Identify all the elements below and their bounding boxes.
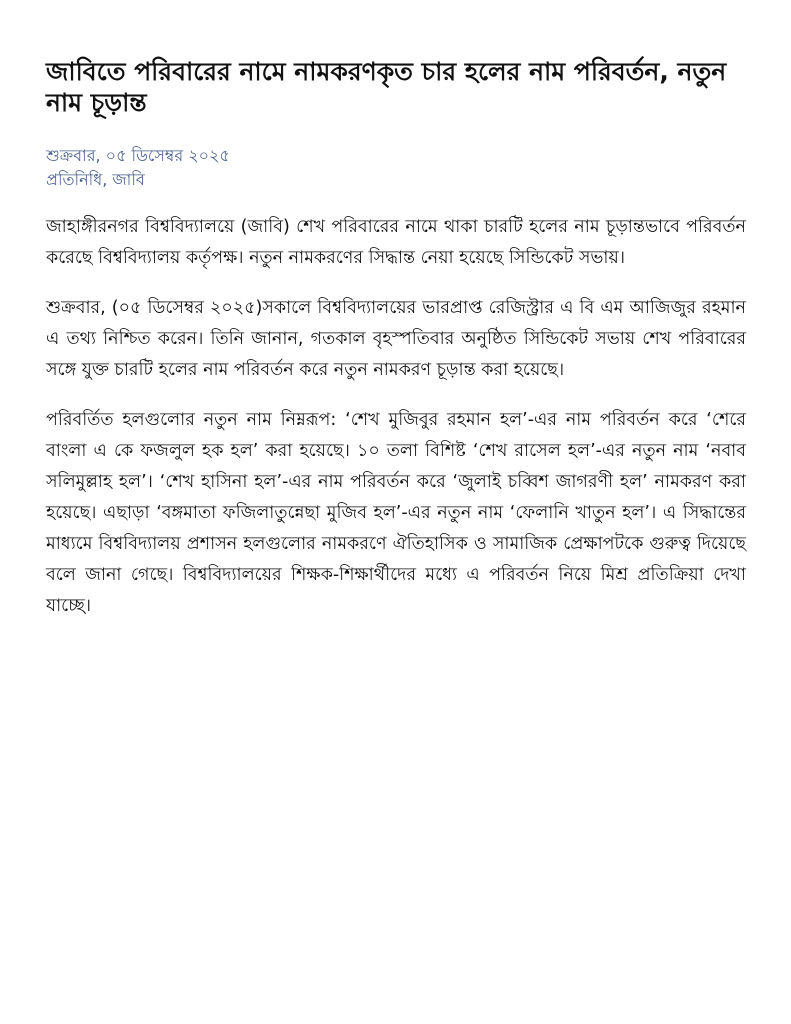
byline: প্রতিনিধি, জাবি bbox=[46, 170, 145, 189]
paragraph-3: পরিবর্তিত হলগুলোর নতুন নাম নিম্নরূপ: ‘শেখ মুজিবুর রহমান হল’-এর নাম পরিবর্তন করে ‘শেরে বাংলা এ কে ফজলুল হক হল’ করা হয়েছে। ১০ তলা বিশিষ্ট ‘শেখ রাসেল হল’-এর নতুন নাম ‘নবাব সলিমুল্লাহ হল’। ‘শেখ হাসিনা হল’-এর নাম পরিবর্তন করে ‘জুলাই চব্বিশ জাগরণী হল’ নামকরণ করা হয়েছে। এছাড়া ‘বঙ্গমাতা ফজিলাতুন্নেছা মুজিব হল’-এর নতুন নাম ‘ফেলানি খাতুন হল’। এ সিদ্ধান্তের মাধ্যমে বিশ্ববিদ্যালয় প্রশাসন হলগুলোর নামকরণে ঐতিহাসিক ও সামাজিক প্রেক্ষাপটকে গুরুত্ব দিয়েছে বলে জানা গেছে। বিশ্ববিদ্যালয়ের শিক্ষক-শিক্ষার্থীদের মধ্যে এ পরিবর্তন নিয়ে মিশ্র প্রতিক্রিয়া দেখা যাচ্ছে। bbox=[46, 410, 746, 616]
publish-date: শুক্রবার, ০৫ ডিসেম্বর ২০২৫ bbox=[46, 146, 230, 165]
paragraph-1: জাহাঙ্গীরনগর বিশ্ববিদ্যালয়ে (জাবি) শেখ পরিবারের নামে থাকা চারটি হলের নাম চূড়ান্তভাবে পরিবর্তন করেছে বিশ্ববিদ্যালয় কর্তৃপক্ষ। নতুন নামকরণের সিদ্ধান্ত নেয়া হয়েছে সিন্ডিকেট সভায়। bbox=[46, 217, 746, 268]
article-meta bbox=[46, 144, 746, 192]
news-article bbox=[46, 56, 746, 641]
paragraph-2: শুক্রবার, (০৫ ডিসেম্বর ২০২৫)সকালে বিশ্ববিদ্যালয়ের ভারপ্রাপ্ত রেজিস্ট্রার এ বি এম আজিজুর রহমান এ তথ্য নিশ্চিত করেন। তিনি জানান, গতকাল বৃহস্পতিবার অনুষ্ঠিত সিন্ডিকেট সভায় শেখ পরিবারের সঙ্গে যুক্ত চারটি হলের নাম পরিবর্তন করে নতুন নামকরণ চূড়ান্ত করা হয়েছে। bbox=[46, 298, 746, 380]
article-body bbox=[46, 212, 746, 622]
article-headline: জাবিতে পরিবারের নামে নামকরণকৃত চার হলের নাম পরিবর্তন, নতুন নাম চূড়ান্ত bbox=[46, 57, 727, 117]
